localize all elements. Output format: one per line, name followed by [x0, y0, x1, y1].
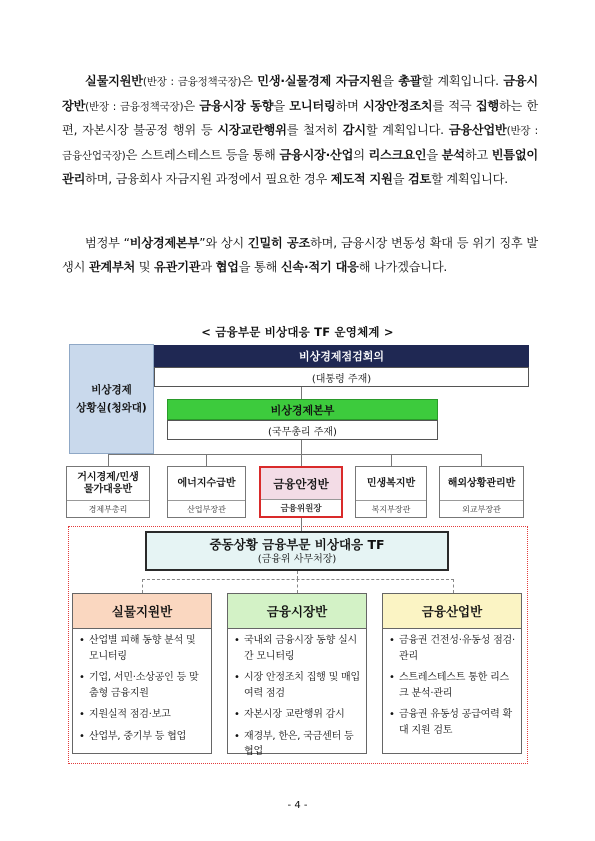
team-head: 복지부장관 [356, 500, 426, 517]
hq-name: 비상경제본부 [167, 399, 438, 420]
group-name: 실물지원반 [73, 594, 211, 629]
team-financial-stability [259, 466, 343, 518]
group-real-economy-support [72, 593, 212, 754]
connector-line [297, 571, 298, 579]
situation-room-label: 상황실(청와대) [76, 402, 147, 414]
hq-chair: (국무총리 주재) [167, 420, 438, 440]
connector-line [206, 454, 207, 466]
emphasis: 유관기관 [154, 259, 201, 274]
list-item: • 지원실적 점검·보고 [79, 707, 205, 723]
emphasis: 검토 [407, 172, 432, 186]
team-welfare [355, 466, 427, 518]
list-item: • 자본시장 교란행위 감시 [234, 707, 360, 723]
list-item: • 산업부, 중기부 등 협업 [79, 729, 205, 745]
team-name: 금융산업반 [448, 123, 507, 137]
group-task-list [383, 629, 521, 738]
tf-name: 중동상황 금융부문 비상대응 TF [209, 536, 385, 552]
emphasis: 빈틈없이 관리 [62, 147, 538, 186]
team-head: 외교부장관 [440, 500, 523, 517]
diagram-title: < 금융부문 비상대응 TF 운영체계 > [201, 325, 394, 339]
text: 을 [382, 74, 399, 88]
text: ”와 상시 [199, 236, 248, 250]
text: 하며, 금융시장 변동성 확대 등 위기 징후 발생시 [62, 236, 538, 274]
emphasis: 금융시장 동향 [199, 98, 274, 113]
connector-line [481, 454, 482, 466]
text: 를 적극 [432, 98, 476, 113]
text: 할 계획입니다. [365, 123, 449, 137]
emphasis: 협업 [215, 259, 239, 274]
list-item: • 국내외 금융시장 동향 실시간 모니터링 [234, 633, 360, 664]
text: 하며, 금융회사 자금지원 과정에서 필요한 경우 [85, 172, 331, 186]
team-macro-economy [66, 466, 150, 518]
emphasis: 금융시장·산업 [279, 147, 354, 162]
emphasis: 관계부처 [88, 259, 136, 274]
text: 을 [426, 147, 442, 162]
group-name: 금융시장반 [228, 594, 366, 629]
team-overseas [439, 466, 524, 518]
emphasis: 모니터링 [289, 98, 336, 113]
text: 과 [200, 259, 216, 274]
connector-line [301, 387, 302, 399]
paragraph-cooperation [62, 232, 538, 279]
connector-line [108, 454, 481, 455]
emphasis: 감시 [342, 123, 366, 137]
emphasis: 시장교란행위 [217, 123, 287, 137]
list-item: • 재경부, 한은, 국금센터 등 협업 [234, 729, 360, 760]
team-head: 산업부장관 [168, 500, 245, 517]
text: 은 [183, 98, 200, 113]
situation-room-box [69, 344, 154, 454]
tf-box [145, 531, 449, 571]
team-energy-supply [167, 466, 246, 518]
group-task-list [73, 629, 211, 744]
emphasis: 분석 [441, 147, 465, 162]
text: 하고 [464, 147, 492, 162]
emphasis: 민생·실물경제 자금지원 [257, 74, 383, 88]
text: 을 통해 [238, 259, 281, 274]
text: 은 [241, 74, 258, 88]
text: 해 나가겠습니다. [358, 259, 448, 274]
text: 범정부 “ [85, 236, 130, 250]
text: 할 계획입니다. [421, 74, 504, 88]
emphasis: 신속·적기 대응 [280, 259, 359, 274]
text: 및 [135, 259, 155, 274]
team-name: 민생복지반 [366, 477, 416, 489]
connector-line [297, 579, 298, 593]
team-name: 금융시장반 [62, 74, 538, 113]
text: 하는 한편, 자본시장 불공정 행위 등 [62, 98, 539, 137]
group-financial-market [227, 593, 367, 757]
text: 을 [273, 98, 290, 113]
text: 할 계획입니다. [431, 172, 508, 186]
connector-line [391, 454, 392, 466]
group-name: 금융산업반 [383, 594, 521, 629]
emphasis: 집행 [475, 98, 499, 113]
list-item: • 금융권 유동성 공급여력 확대 지원 검토 [389, 707, 515, 738]
connector-line [142, 579, 143, 593]
text: 의 [353, 147, 369, 162]
emphasis: 긴밀히 공조 [247, 236, 311, 250]
group-task-list [228, 629, 366, 760]
team-name: 금융안정반 [273, 476, 329, 491]
text: 하며 [335, 98, 364, 113]
team-name: 실물지원반 [85, 74, 143, 88]
text: 은 스트레스테스트 등을 통해 [125, 147, 280, 162]
text: 를 철저히 [286, 123, 343, 137]
page-number: - 4 - [287, 800, 308, 811]
situation-room-label: 비상경제 [91, 384, 132, 396]
list-item: • 산업별 피해 동향 분석 및 모니터링 [79, 633, 205, 664]
connector-line [108, 454, 109, 466]
team-head-note: (반장 : 금융정책국장) [85, 100, 184, 113]
list-item: • 기업, 서민·소상공인 등 맞춤형 금융지원 [79, 670, 205, 701]
meeting-chair: (대통령 주재) [154, 367, 529, 387]
emphasis: 제도적 지원 [330, 172, 393, 186]
team-head-note: (반장 : 금융산업국장) [62, 125, 538, 162]
meeting-name: 비상경제점검회의 [154, 345, 529, 367]
emphasis: 비상경제본부 [129, 236, 200, 250]
paragraph-task-forces [62, 70, 538, 192]
connector-line [301, 454, 302, 466]
emphasis: 리스크요인 [368, 147, 427, 162]
text: 을 [392, 172, 408, 186]
connector-line [301, 440, 302, 454]
list-item: • 스트레스테스트 통한 리스크 분석·관리 [389, 670, 515, 701]
emphasis: 총괄 [398, 74, 422, 88]
team-name: 거시경제/민생 물가대응반 [77, 471, 139, 495]
emphasis: 시장안정조치 [363, 98, 433, 113]
team-head: 금융위원장 [261, 499, 341, 516]
list-item: • 시장 안정조치 집행 및 매입여력 점검 [234, 670, 360, 701]
team-name: 에너지수급반 [177, 477, 236, 489]
group-financial-industry [382, 593, 522, 754]
team-head: 경제부총리 [67, 500, 149, 517]
tf-chair: (금융위 사무처장) [257, 553, 337, 565]
connector-line [142, 579, 454, 580]
connector-line [301, 518, 302, 531]
connector-line [453, 579, 454, 593]
team-head-note: (반장 : 금융정책국장) [142, 76, 242, 88]
list-item: • 금융권 건전성·유동성 점검·관리 [389, 633, 515, 664]
team-name: 해외상황관리반 [447, 477, 516, 489]
